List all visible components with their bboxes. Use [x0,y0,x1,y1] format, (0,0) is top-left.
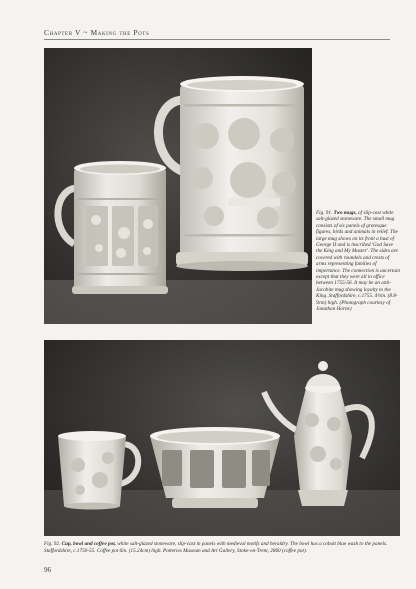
photo-two-mugs [44,48,312,324]
figure-91-title: Two mugs, [333,210,357,216]
figure-91-label: Fig. 91. [316,210,333,216]
photo-cup-bowl-coffee-pot [44,340,400,536]
figure-92-text: white salt-glazed stoneware, slip-cast in panels with medieval motifs and heraldry. The bowl has a cobalt blue wash to the panels. Staffordshire, c.1750-55. Coffee pot 6in. (15.24cm) high. Potteries Museum and Art Gallery, Stoke-on-Trent, 2860 (coffee pot). [44,541,388,554]
header-rule [44,39,390,40]
running-header: Chapter V ~ Making the Pots [44,28,150,37]
figure-92-label: Fig. 92. [44,541,61,547]
small-mug [58,161,168,294]
large-mug [158,76,308,271]
figure-91-caption [316,210,400,313]
page-number: 96 [44,566,51,574]
coffee-pot [264,361,372,506]
figure-92-caption [44,541,400,554]
figure-92-title: Cup, bowl and coffee pot, [61,541,116,547]
figure-91-text: of slip-cast white salt-glazed stoneware. The small mug consists of six panels of grotesque figures, birds and animals in relief. The large mug shows on its front a bust of George II and is inscribed 'God Save the King and My Master'. The sides are covered with roundels and crests of arms representing families of importance. The connection is uncertain except that they were all in office between 1755-56. It may be an anti-Jacobite mug showing loyalty to the King. Staffordshire, c.1755. 4½in. (8.8-9cm) high. (Photograph courtesy of Jonathan Horne) [316,210,400,313]
bowl [150,427,280,508]
